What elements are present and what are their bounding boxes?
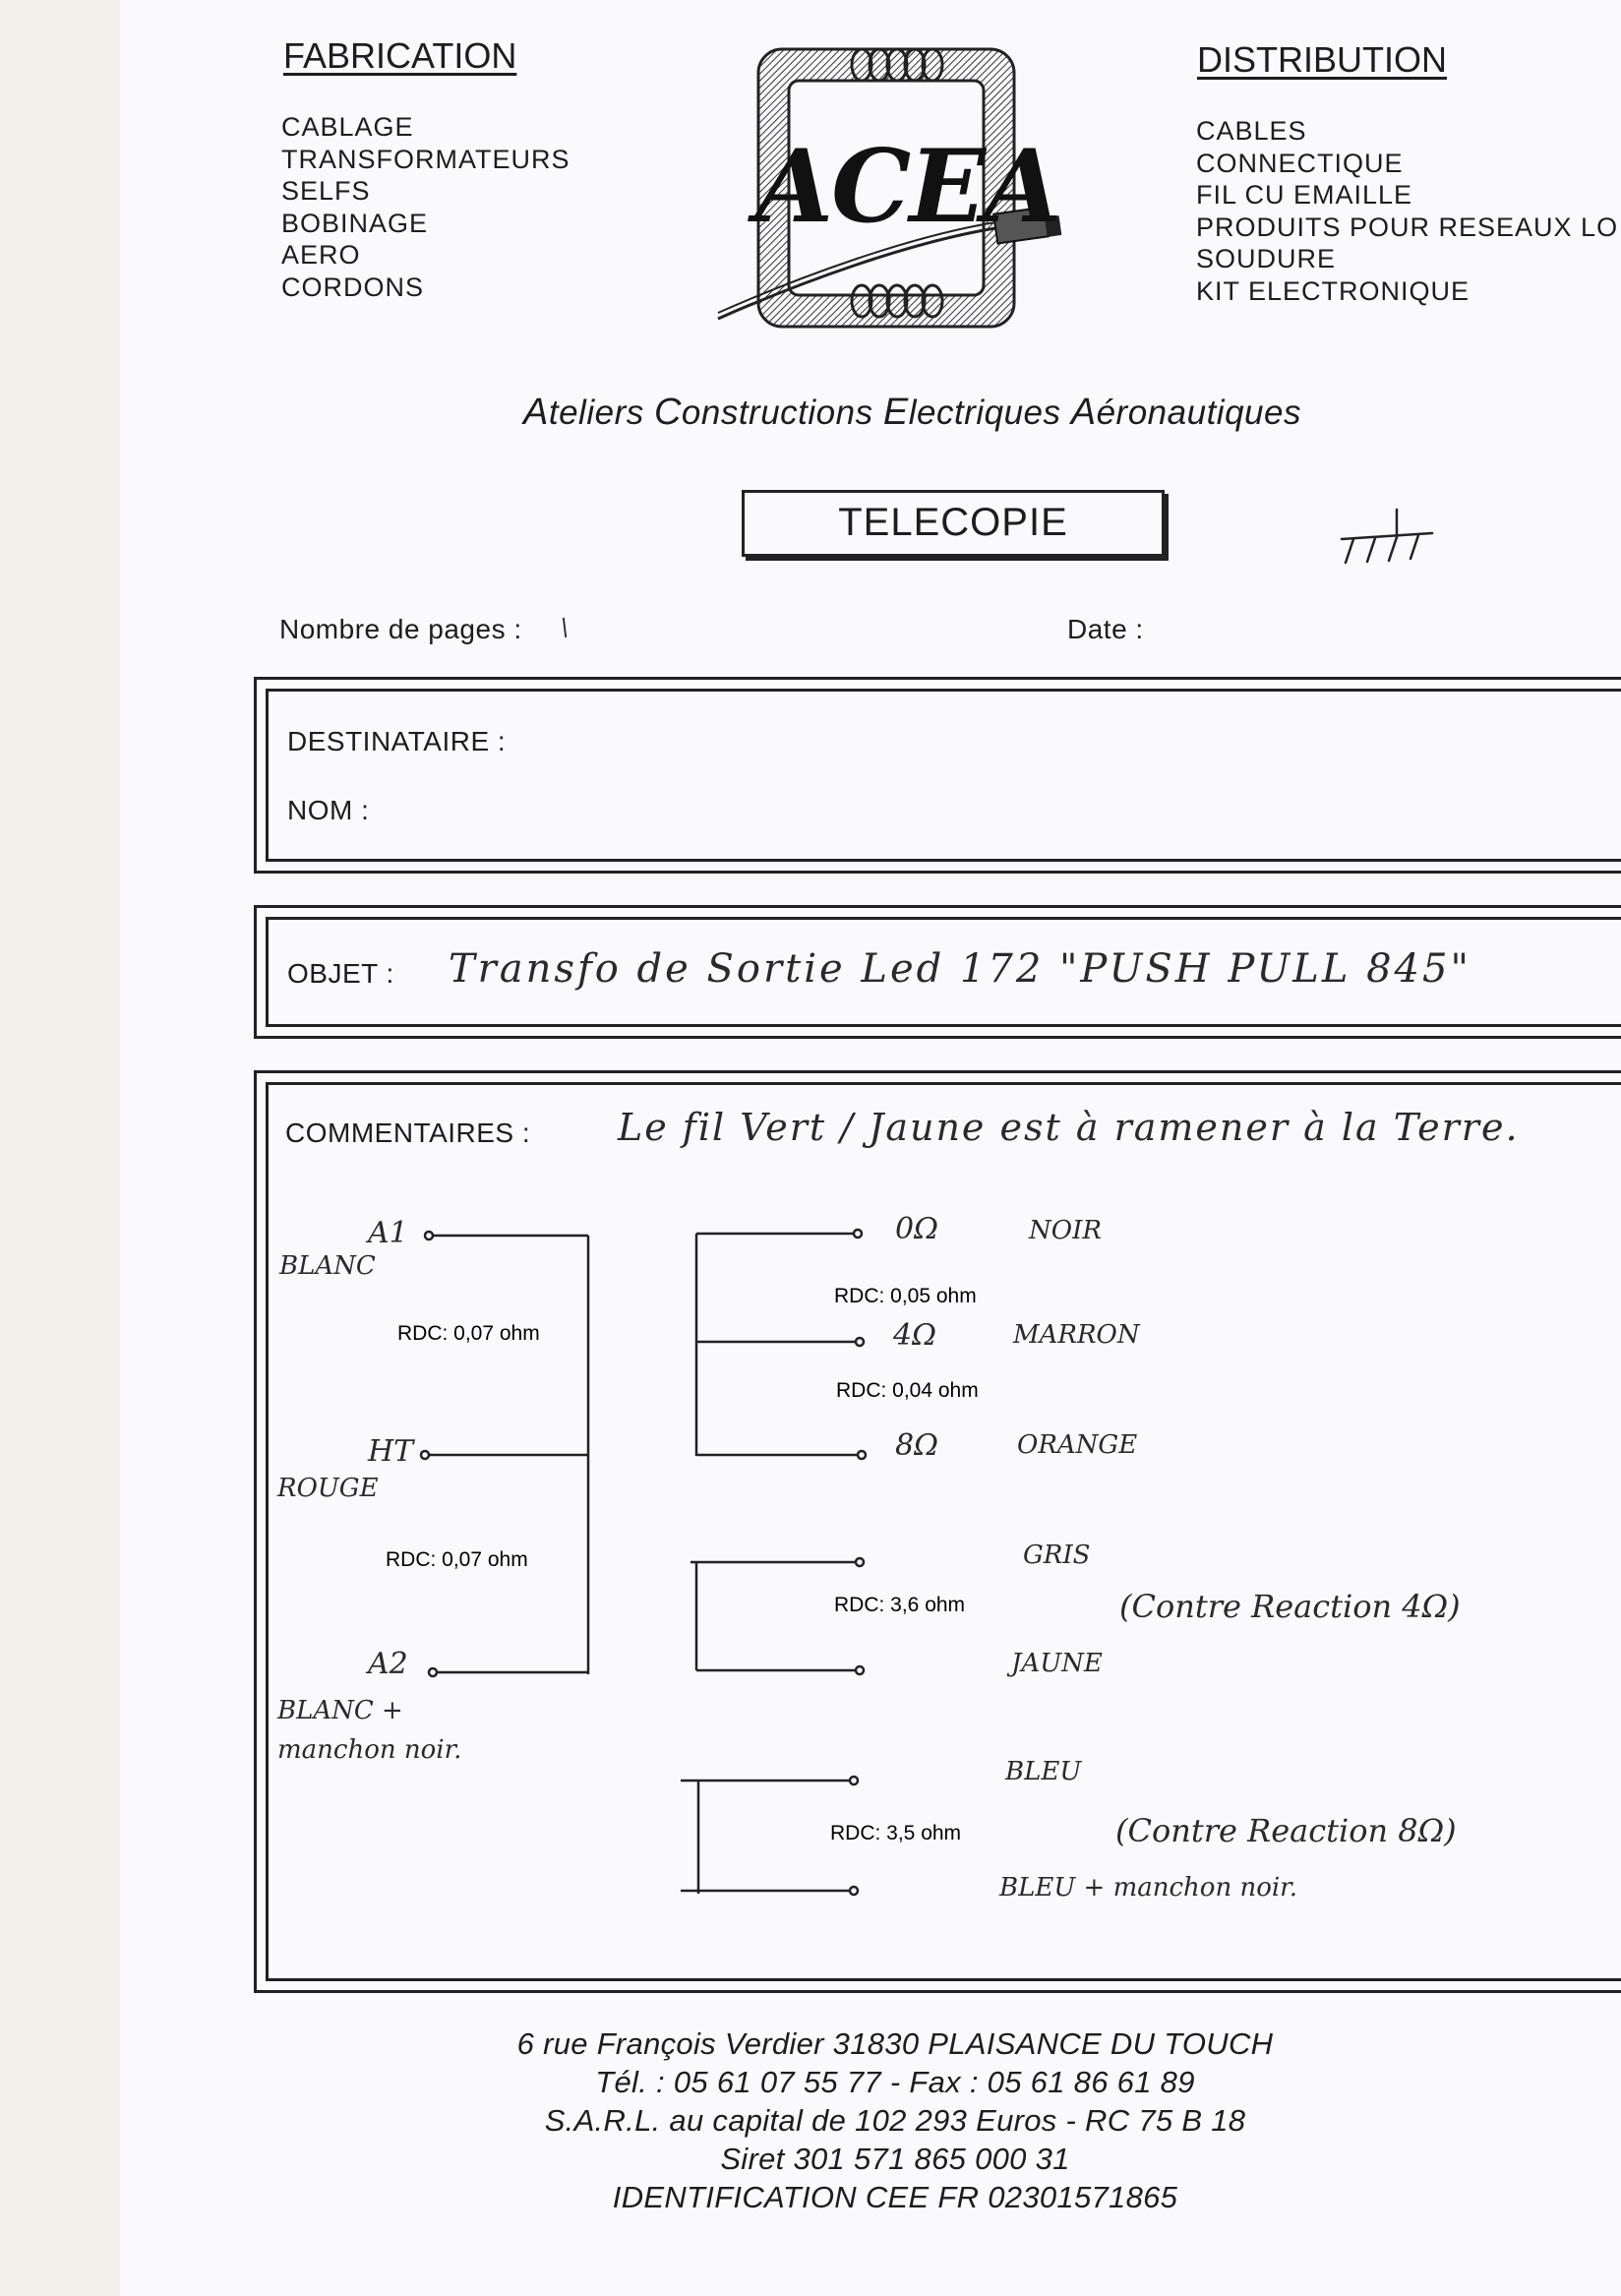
page-count-value: \ xyxy=(561,614,570,641)
fabrication-item: TRANSFORMATEURS xyxy=(281,144,570,174)
secondary-rdc-4-8: RDC: 0,04 ohm xyxy=(836,1379,979,1402)
secondary-8-ohm: 8Ω xyxy=(895,1428,938,1463)
fabrication-item: CORDONS xyxy=(281,272,425,302)
distribution-item: PRODUITS POUR RESEAUX LO xyxy=(1196,211,1619,242)
secondary-4-color: MARRON xyxy=(1013,1320,1140,1350)
secondary-rdc-0-4: RDC: 0,05 ohm xyxy=(834,1285,977,1307)
feedback8-top-color: BLEU xyxy=(1005,1757,1082,1786)
primary-rdc-top: RDC: 0,07 ohm xyxy=(397,1322,540,1345)
primary-a2-sleeve: manchon noir. xyxy=(277,1735,462,1765)
secondary-8-color: ORANGE xyxy=(1017,1430,1138,1460)
subject-label: OBJET : xyxy=(287,958,394,989)
secondary-0-ohm: 0Ω xyxy=(895,1212,938,1246)
footer-address-block xyxy=(472,2024,1318,2216)
company-full-name: Ateliers Constructions Electriques Aéronautiques xyxy=(523,392,1301,433)
fabrication-heading: FABRICATION xyxy=(283,35,517,76)
feedback8-bottom-color: BLEU + manchon noir. xyxy=(999,1873,1297,1903)
primary-a1-label: A1 xyxy=(368,1216,408,1250)
primary-a2-color: BLANC + xyxy=(277,1696,403,1725)
feedback4-rdc: RDC: 3,6 ohm xyxy=(834,1594,966,1616)
fabrication-item: AERO xyxy=(281,240,361,271)
footer-company-capital: S.A.R.L. au capital de 102 293 Euros - RC 75 B 18 xyxy=(544,2103,1246,2138)
distribution-heading: DISTRIBUTION xyxy=(1197,39,1448,80)
distribution-item: CABLES xyxy=(1196,116,1307,146)
feedback4-bottom-color: JAUNE xyxy=(1011,1649,1103,1678)
feedback8-note: (Contre Reaction 8Ω) xyxy=(1115,1812,1457,1849)
distribution-item: SOUDURE xyxy=(1196,244,1337,274)
fabrication-item: SELFS xyxy=(281,176,371,207)
fabrication-item: CABLAGE xyxy=(281,112,414,142)
distribution-item: KIT ELECTRONIQUE xyxy=(1196,275,1471,306)
date-label: Date : xyxy=(1067,614,1144,644)
feedback4-note: (Contre Reaction 4Ω) xyxy=(1119,1588,1461,1625)
distribution-item: CONNECTIQUE xyxy=(1196,148,1404,178)
primary-rdc-bottom: RDC: 0,07 ohm xyxy=(386,1548,528,1571)
page-count-label: Nombre de pages : xyxy=(279,614,522,644)
subject-value: Transfo de Sortie Led 172 "PUSH PULL 845" xyxy=(449,946,1471,992)
footer-vat-id: IDENTIFICATION CEE FR 02301571865 xyxy=(612,2180,1178,2214)
document-title: TELECOPIE xyxy=(838,501,1068,544)
comments-label: COMMENTAIRES : xyxy=(285,1118,531,1148)
logo-wordmark: ACEA xyxy=(755,128,1060,246)
primary-a2-label: A2 xyxy=(368,1647,408,1681)
feedback8-rdc: RDC: 3,5 ohm xyxy=(830,1822,962,1844)
feedback4-top-color: GRIS xyxy=(1023,1541,1091,1570)
fabrication-item: BOBINAGE xyxy=(281,208,429,238)
footer-phone-fax: Tél. : 05 61 07 55 77 - Fax : 05 61 86 61 89 xyxy=(595,2065,1195,2099)
primary-ht-color: ROUGE xyxy=(277,1474,379,1503)
secondary-0-color: NOIR xyxy=(1029,1216,1102,1245)
footer-address: 6 rue François Verdier 31830 PLAISANCE DU TOUCH xyxy=(516,2026,1274,2061)
secondary-4-ohm: 4Ω xyxy=(893,1318,936,1353)
distribution-item: FIL CU EMAILLE xyxy=(1196,180,1413,211)
primary-ht-label: HT xyxy=(368,1434,414,1469)
footer-siret: Siret 301 571 865 000 31 xyxy=(720,2142,1070,2176)
comments-value: Le fil Vert / Jaune est à ramener à la Terre. xyxy=(618,1106,1520,1149)
recipient-label: DESTINATAIRE : xyxy=(287,726,507,756)
primary-a1-color: BLANC xyxy=(279,1251,376,1281)
name-label: NOM : xyxy=(287,795,370,825)
